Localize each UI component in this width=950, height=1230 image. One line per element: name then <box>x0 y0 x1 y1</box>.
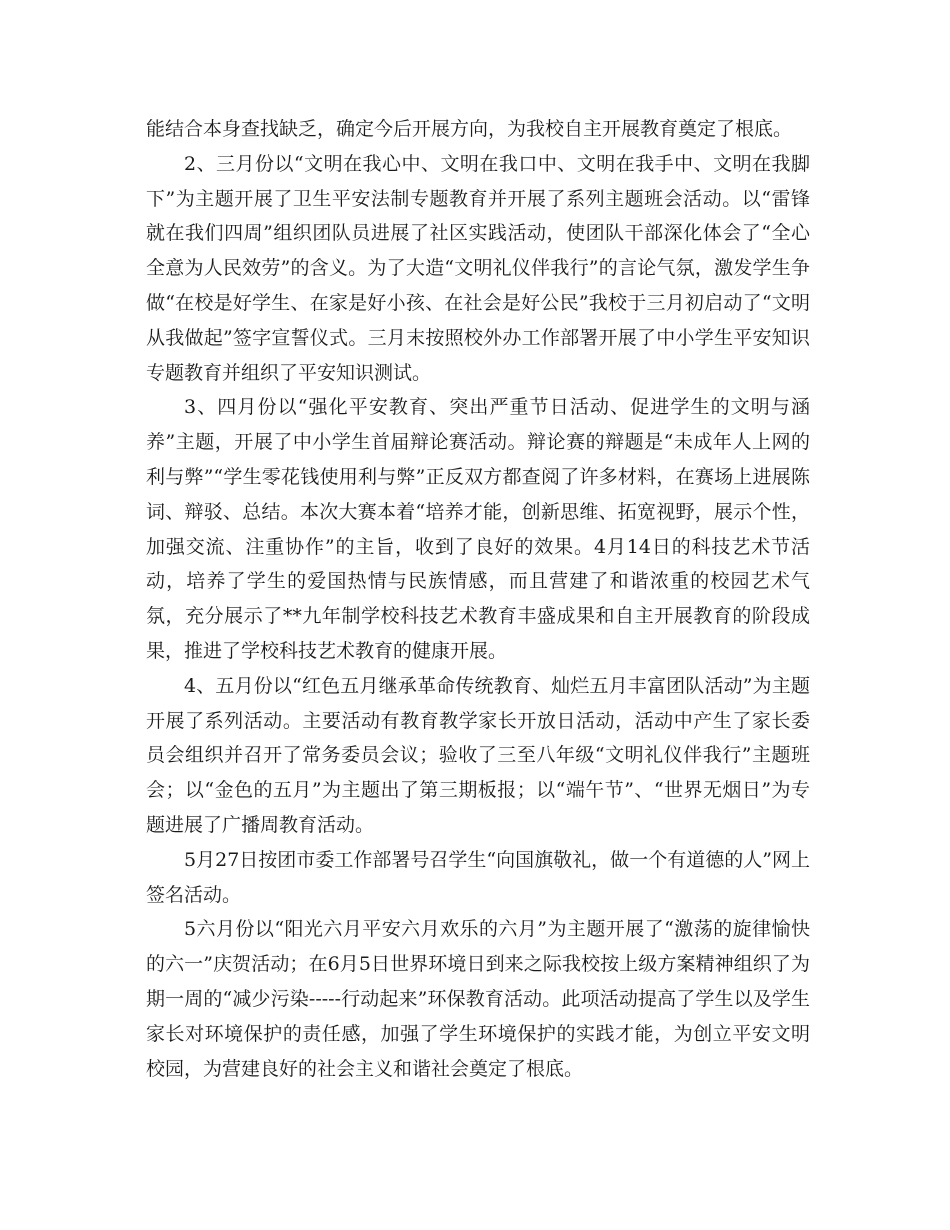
paragraph-june: 5六月份以“阳光六月平安六月欢乐的六月”为主题开展了“激荡的旋律愉快的六一”庆贺活动；在6月5日世界环境日到来之际我校按上级方案精神组织了为期一周的“减少污染-----行动起来”环保教育活动。此项活动提高了学生以及学生家长对环境保护的责任感，加强了学生环境保护的实践才能，为创立平安文明校园，为营建良好的社会主义和谐社会奠定了根底。 <box>146 918 810 1080</box>
paragraph-continuation: 能结合本身查找缺乏，确定今后开展方向，为我校自主开展教育奠定了根底。 <box>146 118 793 140</box>
paragraph-march: 2、三月份以“文明在我心中、文明在我口中、文明在我手中、文明在我脚下”为主题开展了卫生平安法制专题教育并开展了系列主题班会活动。以“雷锋就在我们四周”组织团队员进展了社区实践活动，使团队干部深化体会了“全心全意为人民效劳”的含义。为了大造“文明礼仪伴我行”的言论气氛，激发学生争做“在校是好学生、在家是好小孩、在社会是好公民”我校于三月初启动了“文明从我做起”签字宣誓仪式。三月末按照校外办工作部署开展了中小学生平安知识专题教育并组织了平安知识测试。 <box>146 152 810 384</box>
paragraph-may: 4、五月份以“红色五月继承革命传统教育、灿烂五月丰富团队活动”为主题开展了系列活动。主要活动有教育教学家长开放日活动，活动中产生了家长委员会组织并召开了常务委员会议；验收了三至八年级“文明礼仪伴我行”主题班会；以“金色的五月”为主题出了第三期板报；以“端午节”、“世界无烟日”为专题进展了广播周教育活动。 <box>146 674 810 836</box>
paragraph-april: 3、四月份以“强化平安教育、突出严重节日活动、促进学生的文明与涵养”主题，开展了中小学生首届辩论赛活动。辩论赛的辩题是“未成年人上网的利与弊”“学生零花钱使用利与弊”正反双方都查阅了许多材料，在赛场上进展陈词、辩驳、总结。本次大赛本着“培养才能，创新思维、拓宽视野，展示个性，加强交流、注重协作”的主旨，收到了良好的效果。4月14日的科技艺术节活动，培养了学生的爱国热情与民族情感，而且营建了和谐浓重的校园艺术气氛，充分展示了**九年制学校科技艺术教育丰盛成果和自主开展教育的阶段成果，推进了学校科技艺术教育的健康开展。 <box>146 396 810 662</box>
document-body <box>146 112 810 1086</box>
paragraph-may-27: 5月27日按团市委工作部署号召学生“向国旗敬礼，做一个有道德的人”网上签名活动。 <box>146 848 810 906</box>
